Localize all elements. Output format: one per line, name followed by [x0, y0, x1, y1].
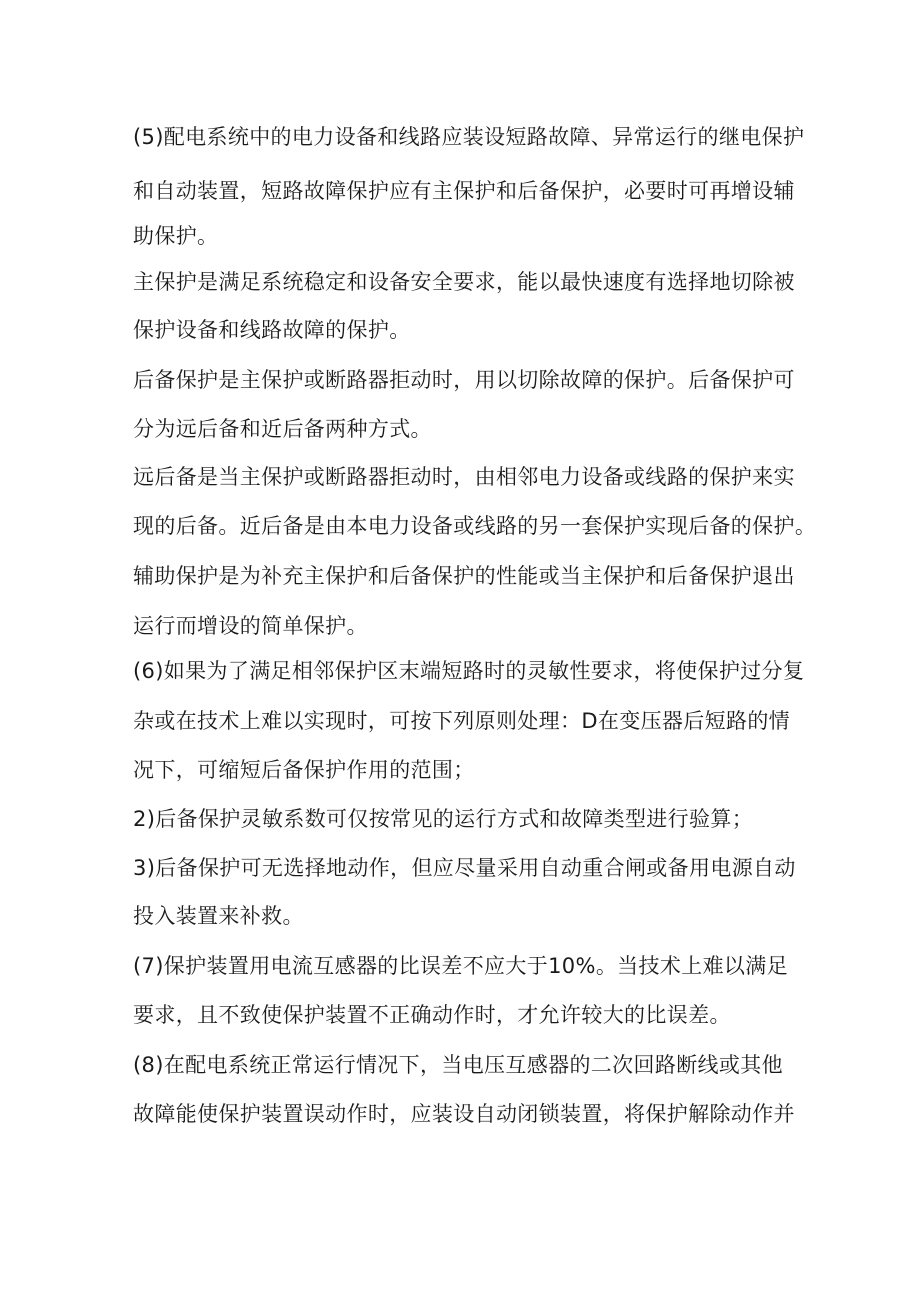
text-line: (6)如果为了满足相邻保护区末端短路时的灵敏性要求，将使保护过分复 — [133, 659, 805, 683]
text-line: 杂或在技术上难以实现时，可按下列原则处理：D在变压器后短路的情 — [133, 709, 791, 733]
text-line: 后备保护是主保护或断路器拒动时，用以切除故障的保护。后备保护可 — [133, 368, 795, 392]
text-line: 故障能使保护装置误动作时，应装设自动闭锁装置，将保护解除动作并 — [133, 1102, 795, 1126]
text-line: (7)保护装置用电流互感器的比误差不应大于10%。当技术上难以满足 — [133, 954, 788, 978]
text-line: 运行而增设的简单保护。 — [133, 614, 368, 638]
text-line: (5)配电系统中的电力设备和线路应装设短路故障、异常运行的继电保护 — [133, 125, 805, 149]
text-line: 远后备是当主保护或断路器拒动时，由相邻电力设备或线路的保护来实 — [133, 465, 795, 489]
text-line: 主保护是满足系统稳定和设备安全要求，能以最快速度有选择地切除被 — [133, 270, 795, 294]
text-line: 分为远后备和近后备两种方式。 — [133, 417, 432, 441]
text-line: 保护设备和线路故障的保护。 — [133, 318, 411, 342]
text-line: 3)后备保护可无选择地动作，但应尽量采用自动重合闸或备用电源自动 — [133, 856, 796, 880]
text-line: 助保护。 — [133, 224, 219, 248]
text-line: (8)在配电系统正常运行情况下，当电压互感器的二次回路断线或其他 — [133, 1053, 783, 1077]
text-line: 辅助保护是为补充主保护和后备保护的性能或当主保护和后备保护退出 — [133, 564, 795, 588]
text-line: 投入装置来补救。 — [133, 904, 304, 928]
text-line: 2)后备保护灵敏系数可仅按常见的运行方式和故障类型进行验算； — [133, 807, 754, 831]
text-line: 现的后备。近后备是由本电力设备或线路的另一套保护实现后备的保护。 — [133, 514, 817, 538]
text-line: 和自动装置，短路故障保护应有主保护和后备保护，必要时可再增设辅 — [133, 179, 795, 203]
text-line: 要求，且不致使保护装置不正确动作时，才允许较大的比误差。 — [133, 1003, 731, 1027]
text-line: 况下，可缩短后备保护作用的范围； — [133, 758, 475, 782]
